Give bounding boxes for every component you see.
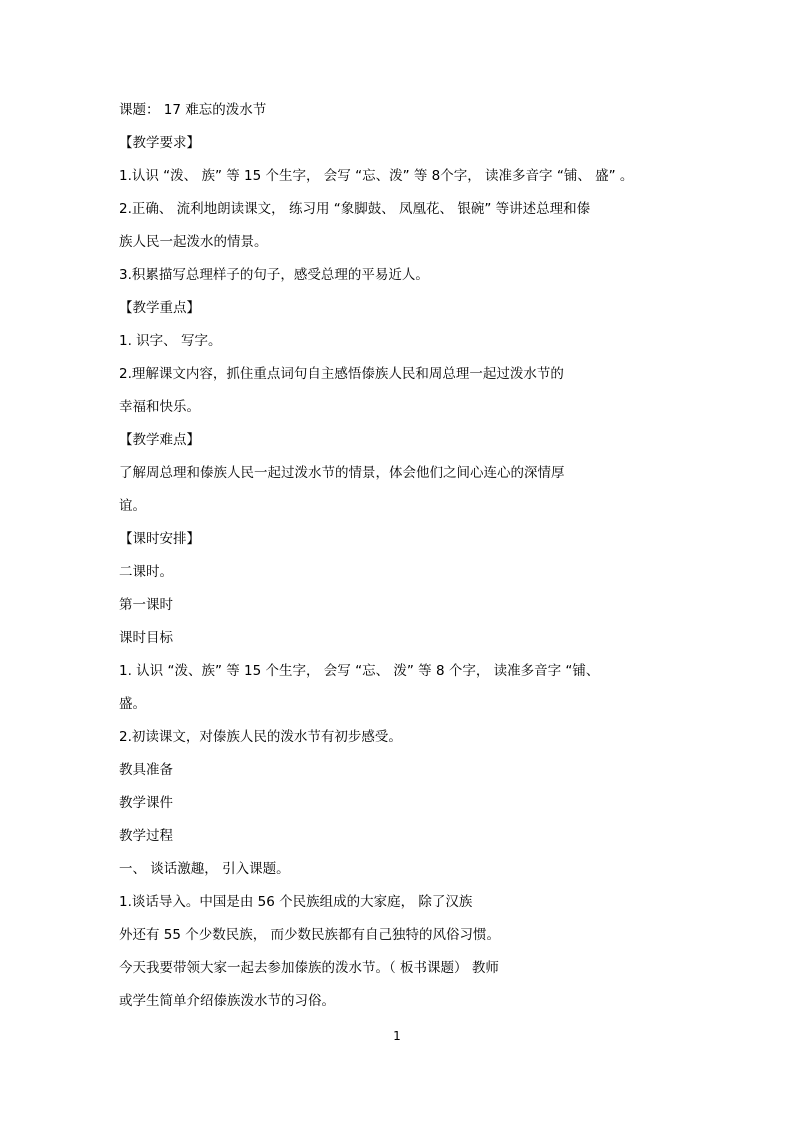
document-body (119, 94, 689, 1018)
paragraph-line: 2.正确、 流利地朗读课文， 练习用 “象脚鼓、 凤凰花、 银碗” 等讲述总理和傣 (119, 201, 591, 217)
subheading-teaching-process: 教学过程 (119, 828, 173, 844)
page-number: 1 (393, 1029, 401, 1043)
subheading-teaching-aids: 教具准备 (119, 762, 173, 778)
paragraph-line: 1.谈话导入。中国是由 56 个民族组成的大家庭， 除了汉族 (119, 894, 473, 910)
paragraph-line: 3.积累描写总理样子的句子，感受总理的平易近人。 (119, 267, 429, 283)
paragraph-line: 二课时。 (119, 564, 173, 580)
paragraph-line: 幸福和快乐。 (119, 399, 200, 415)
section-heading-difficulties: 【教学难点】 (119, 432, 200, 448)
paragraph-line: 今天我要带领大家一起去参加傣族的泼水节。（ 板书课题） 教师 (119, 960, 499, 976)
paragraph-line: 了解周总理和傣族人民一起过泼水节的情景，体会他们之间心连心的深情厚 (119, 465, 565, 481)
paragraph-line: 盛。 (119, 696, 146, 712)
paragraph-line: 1. 认识 “泼、族” 等 15 个生字， 会写 “忘、 泼” 等 8 个字， 读准多音字 “铺、 (119, 663, 600, 679)
paragraph-line: 族人民一起泼水的情景。 (119, 234, 268, 250)
section-heading-schedule: 【课时安排】 (119, 531, 200, 547)
paragraph-line: 一、 谈话激趣， 引入课题。 (119, 861, 290, 877)
paragraph-line: 谊。 (119, 498, 146, 514)
subheading-first-lesson: 第一课时 (119, 597, 173, 613)
paragraph-line: 2.初读课文，对傣族人民的泼水节有初步感受。 (119, 729, 402, 745)
section-heading-key-points: 【教学重点】 (119, 300, 200, 316)
paragraph-line: 外还有 55 个少数民族， 而少数民族都有自己独特的风俗习惯。 (119, 927, 501, 943)
paragraph-line: 2.理解课文内容，抓住重点词句自主感悟傣族人民和周总理一起过泼水节的 (119, 366, 564, 382)
subheading-lesson-goals: 课时目标 (119, 630, 173, 646)
paragraph-line: 1.认识 “泼、 族” 等 15 个生字， 会写 “忘、泼” 等 8个字， 读准多音字 “铺、 盛” 。 (119, 168, 634, 184)
section-heading-requirements: 【教学要求】 (119, 135, 200, 151)
paragraph-line: 教学课件 (119, 795, 173, 811)
paragraph-line: 或学生简单介绍傣族泼水节的习俗。 (119, 993, 335, 1009)
paragraph-line: 1. 识字、 写字。 (119, 333, 222, 349)
lesson-title: 课题： 17 难忘的泼水节 (119, 102, 267, 118)
